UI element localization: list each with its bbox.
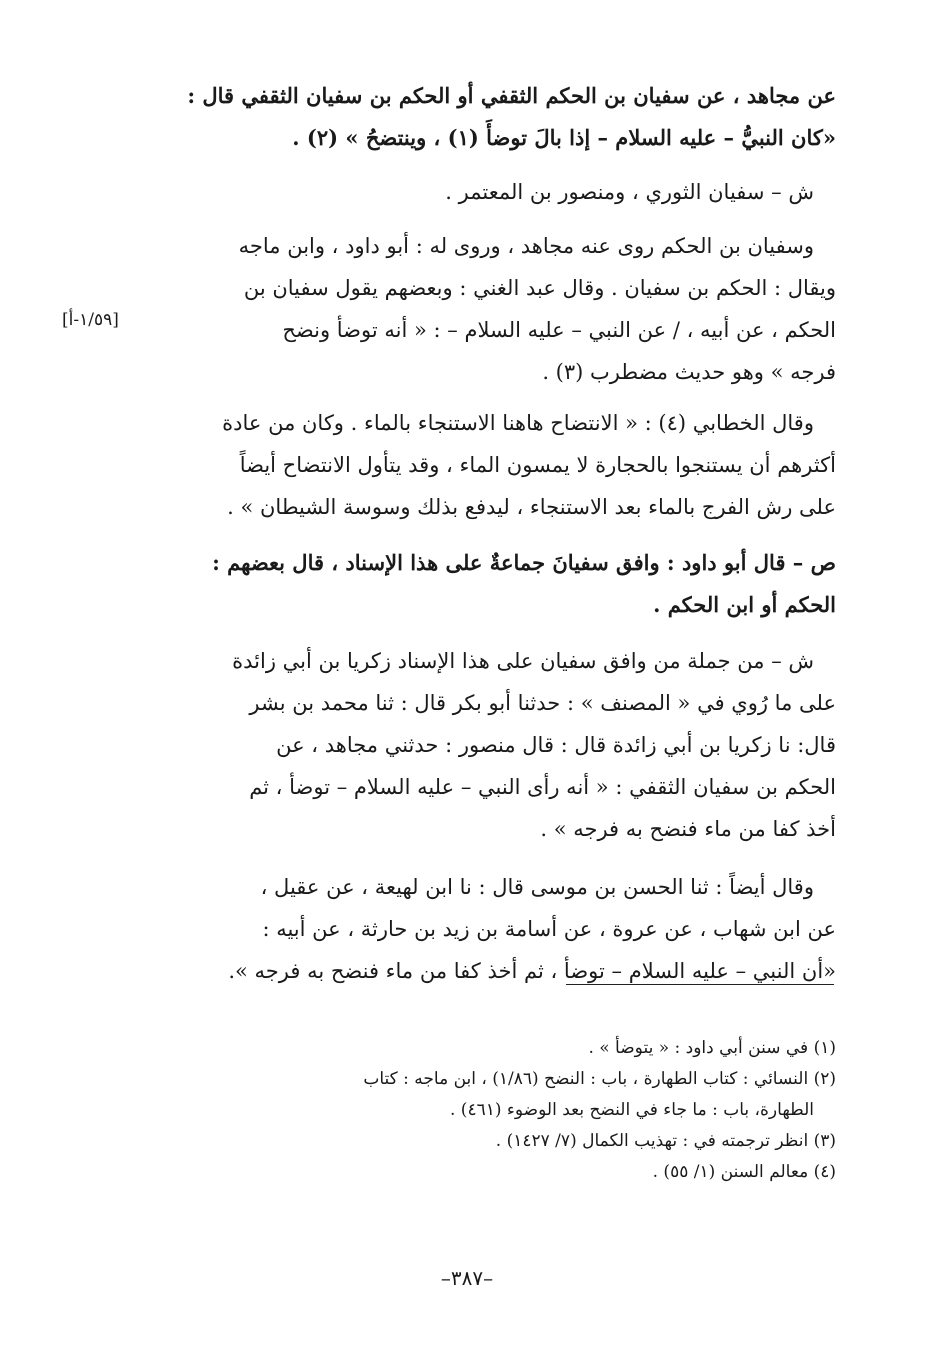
text-line: عن ابن شهاب ، عن عروة ، عن أسامة بن زيد بن حارثة ، عن أبيه : [262, 917, 836, 941]
footnote-continuation: الطهارة، باب : ما جاء في النضح بعد الوضوء (٤٦١) . [450, 1100, 814, 1120]
text-line: عن مجاهد ، عن سفيان بن الحكم الثقفي أو الحكم بن سفيان الثقفي قال : [187, 83, 836, 108]
commentary-paragraph [156, 171, 836, 213]
text-line: قال: نا زكريا بن أبي زائدة قال : قال منصور : حدثني مجاهد ، عن [276, 733, 836, 757]
manuscript-folio-reference: [١/٥٩-أ] [62, 310, 119, 330]
text-line: الحكم أو ابن الحكم . [653, 592, 836, 617]
hadith-text [156, 542, 836, 626]
text-line: ويقال : الحكم بن سفيان . وقال عبد الغني : وبعضهم يقول سفيان بن [243, 276, 836, 300]
text-line: فرجه » وهو حديث مضطرب (٣) . [542, 360, 836, 384]
text-line: وقال الخطابي (٤) : « الانتضاح هاهنا الاستنجاء بالماء . وكان من عادة [222, 411, 814, 435]
commentary-paragraph [156, 640, 836, 850]
footnote: (٣) انظر ترجمته في : تهذيب الكمال (٧/ ١٤٢٧) . [495, 1131, 836, 1151]
footnote: (١) في سنن أبي داود : « يتوضأ » . [588, 1038, 836, 1058]
text-line: على ما رُوي في « المصنف » : حدثنا أبو بكر قال : ثنا محمد بن بشر [249, 691, 836, 715]
text-line: الحكم بن سفيان الثقفي : « أنه رأى النبي – عليه السلام – توضأ ، ثم [249, 775, 836, 799]
text-line: أخذ كفا من ماء فنضح به فرجه » . [540, 817, 836, 841]
text-line: «أن النبي – عليه السلام – توضأ ، ثم أخذ كفا من ماء فنضح به فرجه ». [228, 959, 836, 983]
text-line: الحكم ، عن أبيه ، / عن النبي – عليه السلام – : « أنه توضأ ونضح [282, 318, 836, 342]
text-line: أكثرهم أن يستنجوا بالحجارة لا يمسون الماء ، وقد يتأول الانتضاح أيضاً [239, 453, 836, 477]
text-line: ش – من جملة من وافق سفيان على هذا الإسناد زكريا بن أبي زائدة [232, 649, 814, 673]
commentary-paragraph [156, 402, 836, 528]
page-number: –٣٨٧– [440, 1266, 494, 1290]
hadith-text [156, 75, 836, 159]
footnote-separator [566, 984, 834, 985]
text-line: على رش الفرج بالماء بعد الاستنجاء ، ليدفع بذلك وسوسة الشيطان » . [227, 495, 836, 519]
text-line: ص – قال أبو داود : وافق سفيانَ جماعةٌ على هذا الإسناد ، قال بعضهم : [212, 550, 836, 575]
text-line: وسفيان بن الحكم روى عنه مجاهد ، وروى له : أبو داود ، وابن ماجه [238, 234, 814, 258]
footnote: (٢) النسائي : كتاب الطهارة ، باب : النضح (١/٨٦) ، ابن ماجه : كتاب [363, 1069, 836, 1089]
footnote: (٤) معالم السنن (١/ ٥٥) . [652, 1162, 836, 1182]
commentary-paragraph [156, 225, 836, 393]
text-line: ش – سفيان الثوري ، ومنصور بن المعتمر . [445, 180, 814, 204]
text-line: «كان النبيُّ – عليه السلام – إذا بالَ توضأَ (١) ، وينتضحُ » (٢) . [292, 125, 836, 150]
footnotes [156, 1033, 836, 1188]
commentary-paragraph [156, 866, 836, 992]
text-line: وقال أيضاً : ثنا الحسن بن موسى قال : نا ابن لهيعة ، عن عقيل ، [260, 875, 814, 899]
